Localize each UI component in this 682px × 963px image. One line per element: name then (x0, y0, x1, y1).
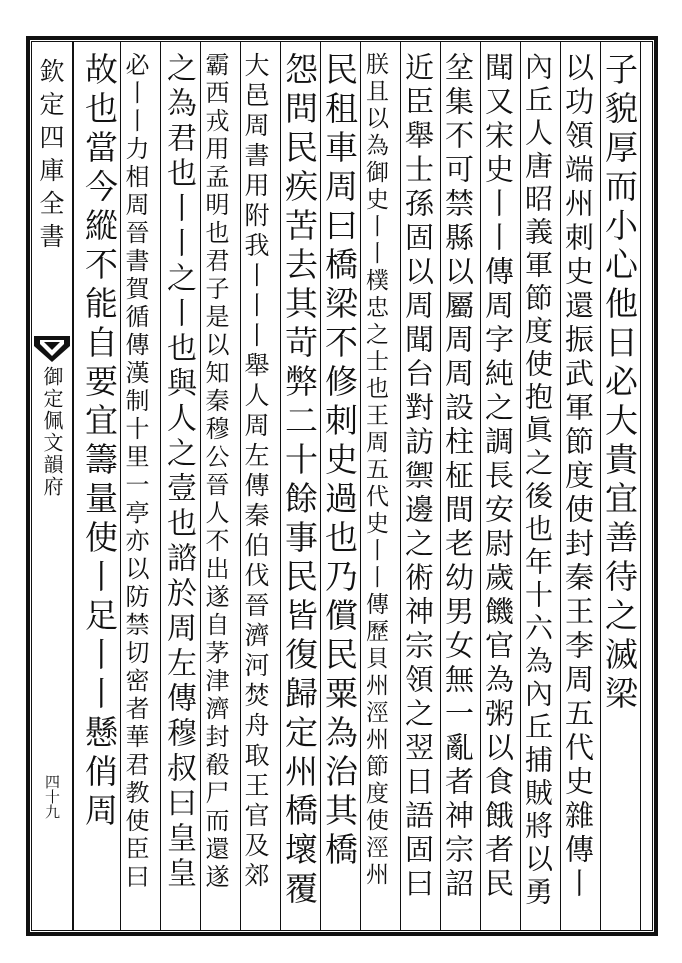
column-text: 民租車周曰橋梁不修刺史過也乃償民粟為治其橋 (320, 52, 359, 871)
column-rule (280, 41, 281, 931)
column-rule (320, 41, 321, 931)
text-column-6 (401, 52, 435, 922)
column-rule (200, 41, 201, 931)
column-rule (440, 41, 441, 931)
column-text: 聞又宋史丨丨傳周字純之調長安尉歲饑官為粥以食餓者民 (481, 52, 515, 902)
column-rule (600, 41, 601, 931)
text-column-14 (80, 52, 119, 922)
column-rule (560, 41, 561, 931)
text-column-9 (280, 52, 319, 922)
text-column-1 (600, 52, 639, 922)
fishtail-ornament (32, 334, 72, 364)
book-title: 御定佩文韻府 (40, 366, 64, 498)
column-rule (480, 41, 481, 931)
column-text: 怨問民疾苦去其苛弊二十餘事民皆復歸定州橋壞覆 (280, 52, 319, 910)
column-text: 之為君也丨丨之丨也與人之壹也諮於周左傳穆叔曰皇皇 (161, 52, 196, 892)
column-text: 近臣舉士孫固以周聞台對訪禦邊之術神宗領之翌日語固曰 (401, 52, 435, 902)
text-column-12 (161, 52, 196, 922)
column-text: 子貌厚而小心他日必大貴宜善待之滅梁 (600, 52, 639, 715)
column-text: 坌集不可禁縣以屬周周設柱柾間老幼男女無一亂者神宗詔 (441, 52, 475, 902)
text-column-10 (243, 52, 268, 922)
column-text: 以功領端州刺史還振武軍節度使封秦王李周五代史雜傳丨 (561, 52, 595, 902)
text-column-13 (123, 52, 147, 922)
column-rule (360, 41, 361, 931)
column-rule (520, 41, 521, 931)
page-number: 四十九 (43, 774, 61, 819)
text-column-7 (363, 52, 386, 922)
column-text: 朕且以為御史丨丨樸忠之士也王周五代史丨丨傳歷貝州涇州節度使涇州 (362, 52, 388, 889)
column-rule (640, 41, 641, 931)
margin-divider (72, 41, 74, 931)
column-text: 大邑周書用附我丨丨丨舉人周左傳秦伯伐晉濟河焚舟取王官及郊 (241, 52, 270, 892)
column-rule (240, 41, 241, 931)
page-margin (32, 48, 72, 928)
column-rule (120, 41, 121, 931)
text-column-4 (481, 52, 515, 922)
column-rule (400, 41, 401, 931)
collection-title: 欽定四庫全書 (36, 58, 65, 256)
text-column-3 (521, 52, 554, 922)
column-text: 必丨丨力相周晉書賀循傳漢制十里一亭亦以防禁切密者華君教使臣曰 (121, 52, 149, 892)
column-text: 故也當今縱不能自要宜籌量使丨足丨丨懸俏周 (80, 52, 119, 832)
column-rule (160, 41, 161, 931)
text-column-8 (320, 52, 359, 922)
column-text: 霸西戎用孟明也君子是以知秦穆公晉人不出遂自茅津濟封殽尸而還遂 (201, 52, 229, 892)
text-column-2 (561, 52, 595, 922)
text-column-5 (441, 52, 475, 922)
column-text: 內丘人唐昭義軍節度使抱眞之後也年十六為內丘捕賊將以勇 (521, 52, 554, 910)
text-column-11 (203, 52, 227, 922)
